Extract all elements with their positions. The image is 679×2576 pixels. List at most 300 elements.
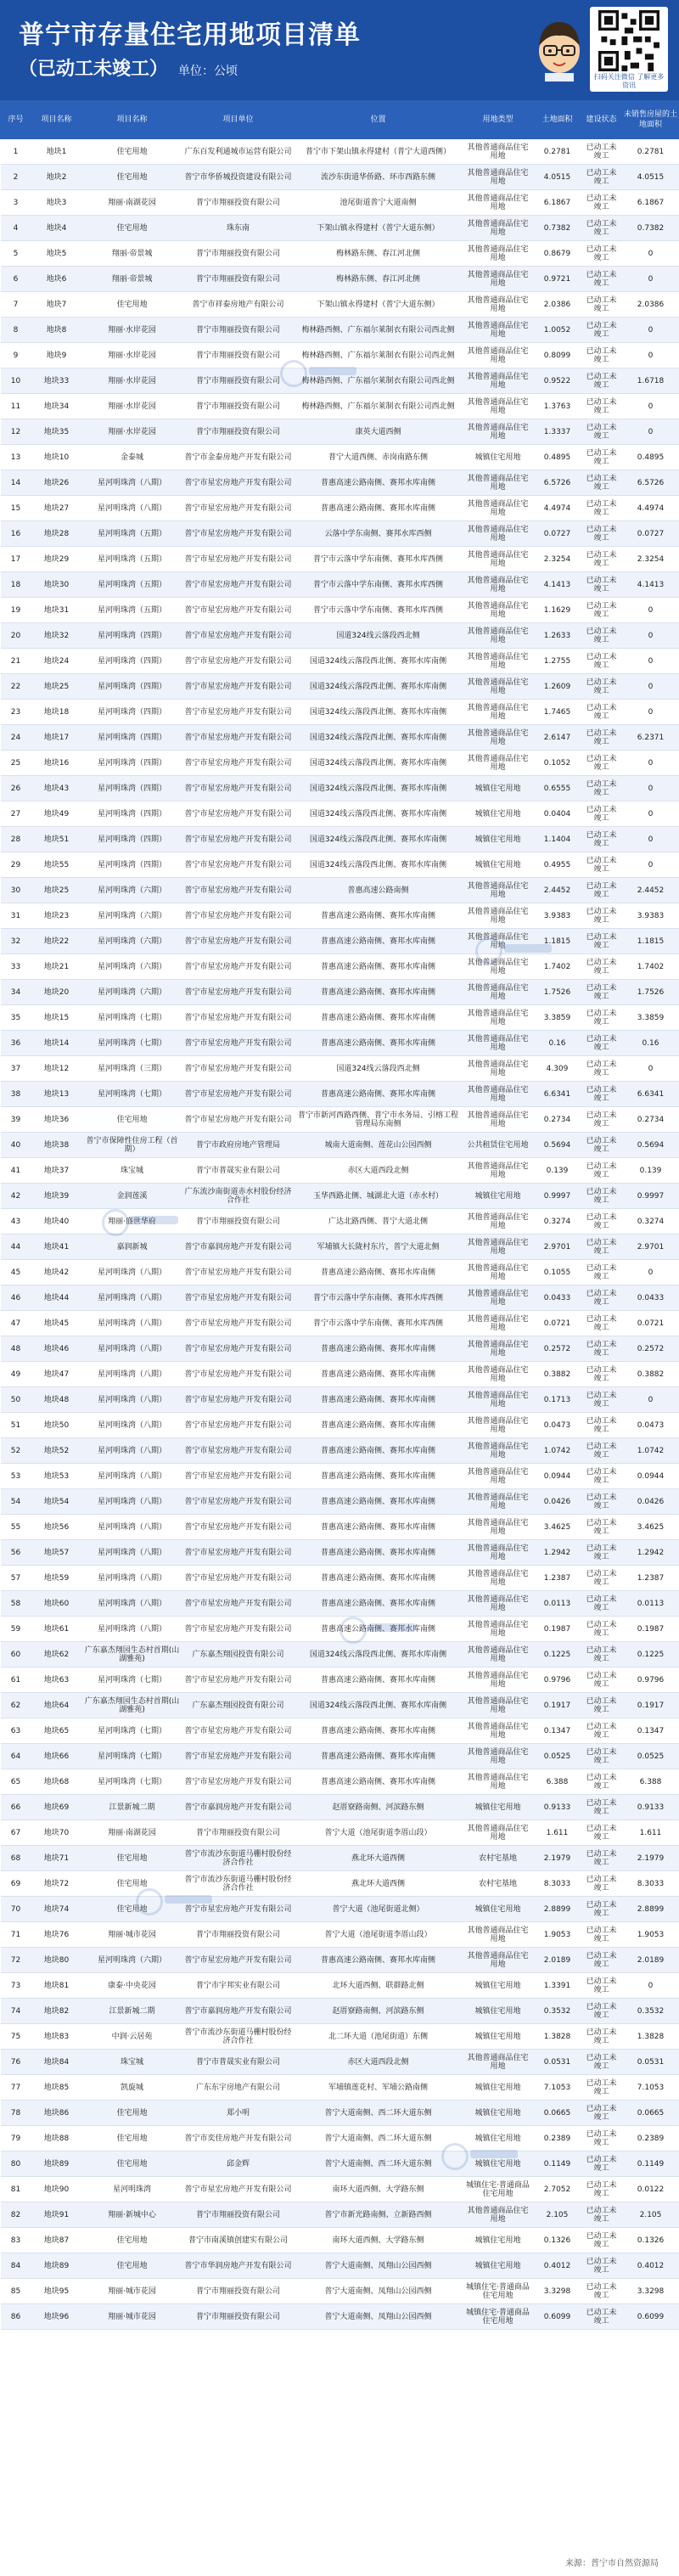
cell-location: 梅林路西侧、广东福尔莱制衣有限公司西北侧 <box>295 343 463 368</box>
cell-location: 赵厝寮路南侧、河滨路东侧 <box>295 1795 463 1820</box>
cell-plot-name: 地块36 <box>31 1107 82 1133</box>
cell-land-type: 城镇住宅用地 <box>463 445 534 470</box>
cell-unit: 普宁市翔丽投资有限公司 <box>182 1209 295 1235</box>
cell-plot-name: 地块27 <box>31 496 82 521</box>
cell-unit: 普宁市星宏房地产开发有限公司 <box>182 751 295 776</box>
cell-index: 44 <box>1 1235 31 1260</box>
cell-status: 已动工未竣工 <box>581 1922 622 1948</box>
cell-unsold-area: 6.6341 <box>622 1082 679 1107</box>
cell-land-type: 其他普通商品住宅用地 <box>463 419 534 445</box>
cell-land-area: 4.1413 <box>534 572 581 598</box>
cell-plot-name: 地块52 <box>31 1438 82 1464</box>
cell-index: 32 <box>1 929 31 954</box>
cell-unit: 普宁市星宏房地产开发有限公司 <box>182 1769 295 1795</box>
cell-plot-name: 地块91 <box>31 2202 82 2228</box>
table-row <box>1 2101 679 2126</box>
cell-status: 已动工未竣工 <box>581 1515 622 1540</box>
page-header <box>0 0 679 100</box>
cell-status: 已动工未竣工 <box>581 954 622 980</box>
cell-land-type: 其他普通商品住宅用地 <box>463 878 534 903</box>
cell-plot-name: 地块62 <box>31 1642 82 1668</box>
cell-unsold-area: 0 <box>622 623 679 649</box>
table-row <box>1 1107 679 1133</box>
cell-land-type: 城镇住宅用地 <box>463 1999 534 2024</box>
cell-plot-name: 地块80 <box>31 1948 82 1973</box>
cell-land-type: 其他普通商品住宅用地 <box>463 2202 534 2228</box>
cell-land-type: 其他普通商品住宅用地 <box>463 1668 534 1693</box>
table-row <box>1 572 679 598</box>
cell-project-name: 凯旋城 <box>82 2075 182 2101</box>
cell-land-type: 其他普通商品住宅用地 <box>463 318 534 343</box>
cell-unsold-area: 4.4974 <box>622 496 679 521</box>
cell-land-area: 0.4012 <box>534 2253 581 2279</box>
cell-land-area: 1.7465 <box>534 700 581 725</box>
cell-plot-name: 地块5 <box>31 241 82 267</box>
cell-project-name: 星河明珠湾（七期） <box>82 1005 182 1031</box>
cell-land-area: 0.0531 <box>534 2050 581 2075</box>
cell-land-type: 城镇住宅用地 <box>463 776 534 801</box>
cell-status: 已动工未竣工 <box>581 2075 622 2101</box>
cell-project-name: 星河明珠湾（八期） <box>82 1566 182 1591</box>
cell-unsold-area: 0.9796 <box>622 1668 679 1693</box>
cell-unsold-area: 1.0742 <box>622 1438 679 1464</box>
cell-status: 已动工未竣工 <box>581 2101 622 2126</box>
cell-location: 普惠高速公路南侧、赛邦水库南侧 <box>295 1438 463 1464</box>
table-row <box>1 1311 679 1336</box>
table-row <box>1 1082 679 1107</box>
mascot-icon <box>533 15 586 82</box>
cell-index: 45 <box>1 1260 31 1285</box>
cell-index: 52 <box>1 1438 31 1464</box>
cell-location: 军埔镇大长陇村东片，普宁大道北侧 <box>295 1235 463 1260</box>
cell-land-area: 0.4955 <box>534 852 581 878</box>
cell-location: 国道324线云落段西北侧、赛邦水库南侧 <box>295 852 463 878</box>
cell-plot-name: 地块24 <box>31 649 82 674</box>
cell-index: 9 <box>1 343 31 368</box>
table-row <box>1 1922 679 1948</box>
cell-project-name: 佳宅用地 <box>82 165 182 190</box>
table-row <box>1 1617 679 1642</box>
cell-plot-name: 地块4 <box>31 216 82 241</box>
cell-project-name: 星河明珠湾（七期） <box>82 1031 182 1056</box>
cell-land-area: 3.9383 <box>534 903 581 929</box>
cell-unit: 普宁市星宏房地产开发有限公司 <box>182 1744 295 1769</box>
cell-unsold-area: 0 <box>622 776 679 801</box>
table-row <box>1 394 679 419</box>
cell-plot-name: 地块15 <box>31 1005 82 1031</box>
cell-land-type: 其他普通商品住宅用地 <box>463 1387 534 1413</box>
cell-land-area: 0.5694 <box>534 1133 581 1158</box>
cell-index: 66 <box>1 1795 31 1820</box>
cell-project-name: 佳宅用地 <box>82 1871 182 1897</box>
cell-location: 国道324线云落段西北侧 <box>295 623 463 649</box>
cell-plot-name: 地块69 <box>31 1795 82 1820</box>
cell-plot-name: 地块21 <box>31 954 82 980</box>
cell-location: 北环大道西侧、联群路北侧 <box>295 1973 463 1999</box>
cell-plot-name: 地块84 <box>31 2050 82 2075</box>
cell-unit: 普宁市星宏房地产开发有限公司 <box>182 1464 295 1489</box>
cell-land-type: 其他普通商品住宅用地 <box>463 368 534 394</box>
cell-status: 已动工未竣工 <box>581 1107 622 1133</box>
table-header <box>1 101 679 139</box>
cell-index: 31 <box>1 903 31 929</box>
cell-unit: 普宁市翔丽投资有限公司 <box>182 241 295 267</box>
cell-status: 已动工未竣工 <box>581 547 622 572</box>
cell-location: 普宁大道南侧、西二环大道东侧 <box>295 2126 463 2151</box>
cell-land-area: 1.3337 <box>534 419 581 445</box>
cell-unit: 普宁市星宏房地产开发有限公司 <box>182 827 295 852</box>
cell-index: 39 <box>1 1107 31 1133</box>
cell-status: 已动工未竣工 <box>581 903 622 929</box>
cell-unsold-area: 0.16 <box>622 1031 679 1056</box>
cell-unit: 普宁市星宏房地产开发有限公司 <box>182 1668 295 1693</box>
cell-plot-name: 地块7 <box>31 292 82 318</box>
cell-plot-name: 地块66 <box>31 1744 82 1769</box>
cell-location: 普宁大道（池尾街道北侧） <box>295 1897 463 1922</box>
cell-index: 48 <box>1 1336 31 1362</box>
cell-status: 已动工未竣工 <box>581 2228 622 2253</box>
cell-unit: 普宁市星宏房地产开发有限公司 <box>182 852 295 878</box>
cell-unit: 普宁市翔丽投资有限公司 <box>182 394 295 419</box>
cell-project-name: 翔丽·南湖花园 <box>82 1820 182 1846</box>
cell-status: 已动工未竣工 <box>581 700 622 725</box>
cell-land-area: 0.6555 <box>534 776 581 801</box>
cell-land-area: 1.3391 <box>534 1973 581 1999</box>
cell-unit: 普宁市翔丽投资有限公司 <box>182 2304 295 2330</box>
cell-land-area: 0.16 <box>534 1031 581 1056</box>
cell-location: 普惠高速公路南侧、赛邦水库南侧 <box>295 929 463 954</box>
cell-land-area: 2.0189 <box>534 1948 581 1973</box>
cell-location: 普惠高速公路南侧、赛邦水库南侧 <box>295 1566 463 1591</box>
cell-land-type: 其他普通商品住宅用地 <box>463 598 534 623</box>
cell-project-name: 佳宅用地 <box>82 2228 182 2253</box>
cell-unit: 普宁市星宏房地产开发有限公司 <box>182 496 295 521</box>
cell-project-name: 佳宅用地 <box>82 2253 182 2279</box>
cell-land-type: 其他普通商品住宅用地 <box>463 1489 534 1515</box>
table-row <box>1 547 679 572</box>
cell-status: 已动工未竣工 <box>581 1362 622 1387</box>
cell-plot-name: 地块60 <box>31 1591 82 1617</box>
cell-location: 普惠高速公路南侧、赛邦水库南侧 <box>295 1489 463 1515</box>
cell-location: 普惠高速公路南侧、赛邦水库南侧 <box>295 496 463 521</box>
cell-project-name: 普宁市保障性住房工程（首期） <box>82 1133 182 1158</box>
cell-location: 普惠高速公路南侧、赛邦水库南侧 <box>295 1260 463 1285</box>
cell-unit: 普宁市星宏房地产开发有限公司 <box>182 623 295 649</box>
table-row <box>1 2202 679 2228</box>
cell-land-area: 0.0721 <box>534 1311 581 1336</box>
cell-land-area: 0.0665 <box>534 2101 581 2126</box>
cell-unsold-area: 0.0122 <box>622 2177 679 2202</box>
cell-status: 已动工未竣工 <box>581 1693 622 1718</box>
cell-land-area: 0.9133 <box>534 1795 581 1820</box>
cell-status: 已动工未竣工 <box>581 1235 622 1260</box>
cell-project-name: 星河明珠湾（八期） <box>82 1362 182 1387</box>
cell-unsold-area: 2.4452 <box>622 878 679 903</box>
cell-land-area: 1.7402 <box>534 954 581 980</box>
cell-project-name: 康泰·中央花园 <box>82 1973 182 1999</box>
cell-unsold-area: 0 <box>622 1973 679 1999</box>
cell-status: 已动工未竣工 <box>581 1718 622 1744</box>
cell-status: 已动工未竣工 <box>581 1158 622 1184</box>
cell-land-type: 城镇住宅·普通商品住宅用地 <box>463 2279 534 2304</box>
cell-land-type: 其他普通商品住宅用地 <box>463 1336 534 1362</box>
cell-index: 58 <box>1 1591 31 1617</box>
cell-status: 已动工未竣工 <box>581 343 622 368</box>
cell-project-name: 佳宅用地 <box>82 216 182 241</box>
table-row <box>1 725 679 751</box>
cell-unsold-area: 0.4895 <box>622 445 679 470</box>
cell-location: 普惠高速公路南侧、赛邦水库南侧 <box>295 1336 463 1362</box>
table-row <box>1 1744 679 1769</box>
cell-project-name: 星河明珠湾（四期） <box>82 852 182 878</box>
cell-status: 已动工未竣工 <box>581 1820 622 1846</box>
table-row <box>1 1897 679 1922</box>
cell-unsold-area: 1.6718 <box>622 368 679 394</box>
cell-index: 83 <box>1 2228 31 2253</box>
cell-location: 普宁市新河西路西侧、普宁市水务局、引榕工程管理局东南侧 <box>295 1107 463 1133</box>
cell-status: 已动工未竣工 <box>581 2050 622 2075</box>
cell-plot-name: 地块48 <box>31 1387 82 1413</box>
cell-project-name: 星河明珠湾（五期） <box>82 547 182 572</box>
cell-index: 60 <box>1 1642 31 1668</box>
cell-plot-name: 地块31 <box>31 598 82 623</box>
column-header-index: 序号 <box>1 101 31 139</box>
cell-index: 64 <box>1 1744 31 1769</box>
cell-index: 85 <box>1 2279 31 2304</box>
cell-land-type: 公共租赁住宅用地 <box>463 1133 534 1158</box>
cell-status: 已动工未竣工 <box>581 1540 622 1566</box>
cell-project-name: 星河明珠湾（八期） <box>82 1591 182 1617</box>
cell-project-name: 江景新城二期 <box>82 1999 182 2024</box>
table-row <box>1 2126 679 2151</box>
qr-caption: 扫码关注微信 了解更多资讯 <box>593 73 665 89</box>
cell-project-name: 翔丽·城市花园 <box>82 2279 182 2304</box>
cell-land-area: 1.0742 <box>534 1438 581 1464</box>
table-row <box>1 368 679 394</box>
cell-land-type: 城镇住宅用地 <box>463 1795 534 1820</box>
cell-land-type: 其他普通商品住宅用地 <box>463 1285 534 1311</box>
cell-status: 已动工未竣工 <box>581 1209 622 1235</box>
cell-unsold-area: 1.611 <box>622 1820 679 1846</box>
cell-unsold-area: 1.3828 <box>622 2024 679 2050</box>
cell-location: 普宁市云落中学东南侧、赛邦水库西侧 <box>295 598 463 623</box>
table-row <box>1 1031 679 1056</box>
cell-index: 27 <box>1 801 31 827</box>
cell-unsold-area: 3.4625 <box>622 1515 679 1540</box>
cell-location: 普惠高速公路南侧、赛邦水库南侧 <box>295 1591 463 1617</box>
cell-plot-name: 地块83 <box>31 2024 82 2050</box>
cell-land-type: 其他普通商品住宅用地 <box>463 1209 534 1235</box>
cell-land-type: 其他普通商品住宅用地 <box>463 1082 534 1107</box>
cell-land-type: 其他普通商品住宅用地 <box>463 1948 534 1973</box>
cell-unsold-area: 7.1053 <box>622 2075 679 2101</box>
cell-land-area: 2.8899 <box>534 1897 581 1922</box>
table-row <box>1 1209 679 1235</box>
cell-status: 已动工未竣工 <box>581 1846 622 1871</box>
table-row <box>1 241 679 267</box>
page-subtitle <box>19 54 238 81</box>
table-row <box>1 1489 679 1515</box>
cell-land-area: 3.3298 <box>534 2279 581 2304</box>
table-row <box>1 700 679 725</box>
cell-location: 城南大道南侧、莲花山公园西侧 <box>295 1133 463 1158</box>
cell-plot-name: 地块76 <box>31 1922 82 1948</box>
cell-index: 82 <box>1 2202 31 2228</box>
cell-index: 63 <box>1 1718 31 1744</box>
table-row <box>1 1693 679 1718</box>
cell-unit: 普宁市翔丽投资有限公司 <box>182 1820 295 1846</box>
table-row <box>1 2177 679 2202</box>
cell-index: 34 <box>1 980 31 1005</box>
cell-project-name: 翔丽·盛世华府 <box>82 1209 182 1235</box>
cell-project-name: 翔丽·水岸花园 <box>82 419 182 445</box>
cell-unit: 普宁市星宏房地产开发有限公司 <box>182 929 295 954</box>
cell-project-name: 星河明珠湾（八期） <box>82 1464 182 1489</box>
cell-plot-name: 地块96 <box>31 2304 82 2330</box>
cell-land-area: 2.6147 <box>534 725 581 751</box>
cell-plot-name: 地块26 <box>31 470 82 496</box>
cell-unit: 普宁市星宏房地产开发有限公司 <box>182 674 295 700</box>
cell-location: 普惠高速公路南侧、赛邦水库南侧 <box>295 1464 463 1489</box>
cell-unit: 普宁市星宏房地产开发有限公司 <box>182 700 295 725</box>
cell-land-type: 其他普通商品住宅用地 <box>463 267 534 292</box>
cell-project-name: 佳宅用地 <box>82 1846 182 1871</box>
cell-location: 普惠高速公路南侧、赛邦水库南侧 <box>295 1387 463 1413</box>
cell-land-type: 其他普通商品住宅用地 <box>463 1362 534 1387</box>
table-row <box>1 2024 679 2050</box>
cell-land-type: 城镇住宅用地 <box>463 2024 534 2050</box>
cell-status: 已动工未竣工 <box>581 1133 622 1158</box>
cell-plot-name: 地块59 <box>31 1566 82 1591</box>
cell-project-name: 佳宅用地 <box>82 139 182 165</box>
cell-plot-name: 地块39 <box>31 1184 82 1209</box>
cell-plot-name: 地块40 <box>31 1209 82 1235</box>
cell-project-name: 翔丽·南湖花园 <box>82 190 182 216</box>
cell-plot-name: 地块53 <box>31 1464 82 1489</box>
cell-project-name: 翔丽·水岸花园 <box>82 394 182 419</box>
cell-land-area: 0.1055 <box>534 1260 581 1285</box>
cell-location: 普惠高速公路南侧、赛邦水库南侧 <box>295 1948 463 1973</box>
cell-land-area: 0.0113 <box>534 1591 581 1617</box>
cell-unsold-area: 2.8899 <box>622 1897 679 1922</box>
cell-land-area: 6.388 <box>534 1769 581 1795</box>
cell-project-name: 星河明珠湾（八期） <box>82 1489 182 1515</box>
cell-unit: 普宁市星宏房地产开发有限公司 <box>182 547 295 572</box>
table-row <box>1 318 679 343</box>
cell-land-type: 其他普通商品住宅用地 <box>463 1438 534 1464</box>
cell-status: 已动工未竣工 <box>581 318 622 343</box>
cell-project-name: 星河明珠湾（六期） <box>82 929 182 954</box>
cell-unit: 普宁市星宏房地产开发有限公司 <box>182 1617 295 1642</box>
cell-plot-name: 地块51 <box>31 827 82 852</box>
table-row <box>1 776 679 801</box>
cell-unsold-area: 0.2734 <box>622 1107 679 1133</box>
table-row <box>1 598 679 623</box>
table-row <box>1 2151 679 2177</box>
cell-location: 普宁大道南侧、凤翔山公园西侧 <box>295 2279 463 2304</box>
cell-index: 38 <box>1 1082 31 1107</box>
cell-land-area: 0.1987 <box>534 1617 581 1642</box>
cell-plot-name: 地块1 <box>31 139 82 165</box>
cell-location: 普宁大道西侧、赤岗南路东侧 <box>295 445 463 470</box>
cell-unsold-area: 0.1225 <box>622 1642 679 1668</box>
header-row <box>1 101 679 139</box>
cell-index: 16 <box>1 521 31 547</box>
cell-plot-name: 地块68 <box>31 1769 82 1795</box>
cell-land-area: 0.0404 <box>534 801 581 827</box>
cell-index: 23 <box>1 700 31 725</box>
cell-project-name: 星河明珠湾（八期） <box>82 1413 182 1438</box>
cell-plot-name: 地块87 <box>31 2228 82 2253</box>
cell-project-name: 星河明珠湾（八期） <box>82 496 182 521</box>
cell-unit: 普宁市星宏房地产开发有限公司 <box>182 954 295 980</box>
cell-plot-name: 地块32 <box>31 623 82 649</box>
cell-status: 已动工未竣工 <box>581 1999 622 2024</box>
cell-unit: 普宁市星宏房地产开发有限公司 <box>182 572 295 598</box>
cell-status: 已动工未竣工 <box>581 1260 622 1285</box>
cell-location: 普惠高速公路南侧、赛邦水库南侧 <box>295 980 463 1005</box>
cell-index: 59 <box>1 1617 31 1642</box>
cell-land-area: 7.1053 <box>534 2075 581 2101</box>
cell-index: 46 <box>1 1285 31 1311</box>
cell-unit: 普宁市星宏房地产开发有限公司 <box>182 521 295 547</box>
cell-index: 74 <box>1 1999 31 2024</box>
cell-index: 78 <box>1 2101 31 2126</box>
cell-project-name: 星河明珠湾（八期） <box>82 470 182 496</box>
table-row <box>1 623 679 649</box>
cell-location: 国道324线云落段西北侧、赛邦水库南侧 <box>295 725 463 751</box>
cell-index: 65 <box>1 1769 31 1795</box>
cell-index: 77 <box>1 2075 31 2101</box>
cell-plot-name: 地块81 <box>31 1973 82 1999</box>
cell-index: 15 <box>1 496 31 521</box>
table-row <box>1 1413 679 1438</box>
cell-plot-name: 地块44 <box>31 1285 82 1311</box>
cell-status: 已动工未竣工 <box>581 1948 622 1973</box>
cell-land-type: 城镇住宅用地 <box>463 1897 534 1922</box>
cell-location: 普惠高速公路南侧、赛邦水库南侧 <box>295 1031 463 1056</box>
cell-land-area: 0.9796 <box>534 1668 581 1693</box>
cell-status: 已动工未竣工 <box>581 1336 622 1362</box>
table-row <box>1 1871 679 1897</box>
table-row <box>1 1515 679 1540</box>
cell-location: 普宁大道南侧、西二环大道东侧 <box>295 2151 463 2177</box>
cell-unit: 普宁市流沙东街道马栅村股份经济合作社 <box>182 1871 295 1897</box>
cell-unsold-area: 0.7382 <box>622 216 679 241</box>
cell-unit: 普宁市翔丽投资有限公司 <box>182 318 295 343</box>
cell-project-name: 江景新城二期 <box>82 1795 182 1820</box>
cell-project-name: 星河明珠湾（七期） <box>82 1718 182 1744</box>
cell-index: 51 <box>1 1413 31 1438</box>
cell-unsold-area: 4.0515 <box>622 165 679 190</box>
cell-index: 54 <box>1 1489 31 1515</box>
cell-unsold-area: 1.2942 <box>622 1540 679 1566</box>
cell-unsold-area: 0 <box>622 318 679 343</box>
cell-land-area: 2.4452 <box>534 878 581 903</box>
cell-location: 国道324线云落段西北侧、赛邦水库南侧 <box>295 674 463 700</box>
cell-unsold-area: 1.7402 <box>622 954 679 980</box>
cell-unsold-area: 0.139 <box>622 1158 679 1184</box>
cell-status: 已动工未竣工 <box>581 1769 622 1795</box>
cell-location: 赵厝寮路南侧、河滨路东侧 <box>295 1999 463 2024</box>
cell-unit: 普宁市星宏房地产开发有限公司 <box>182 1285 295 1311</box>
cell-index: 14 <box>1 470 31 496</box>
cell-plot-name: 地块29 <box>31 547 82 572</box>
cell-land-area: 1.2387 <box>534 1566 581 1591</box>
cell-location: 国道324线云落段西北侧、赛邦水库南侧 <box>295 827 463 852</box>
cell-status: 已动工未竣工 <box>581 1464 622 1489</box>
cell-unsold-area: 6.1867 <box>622 190 679 216</box>
